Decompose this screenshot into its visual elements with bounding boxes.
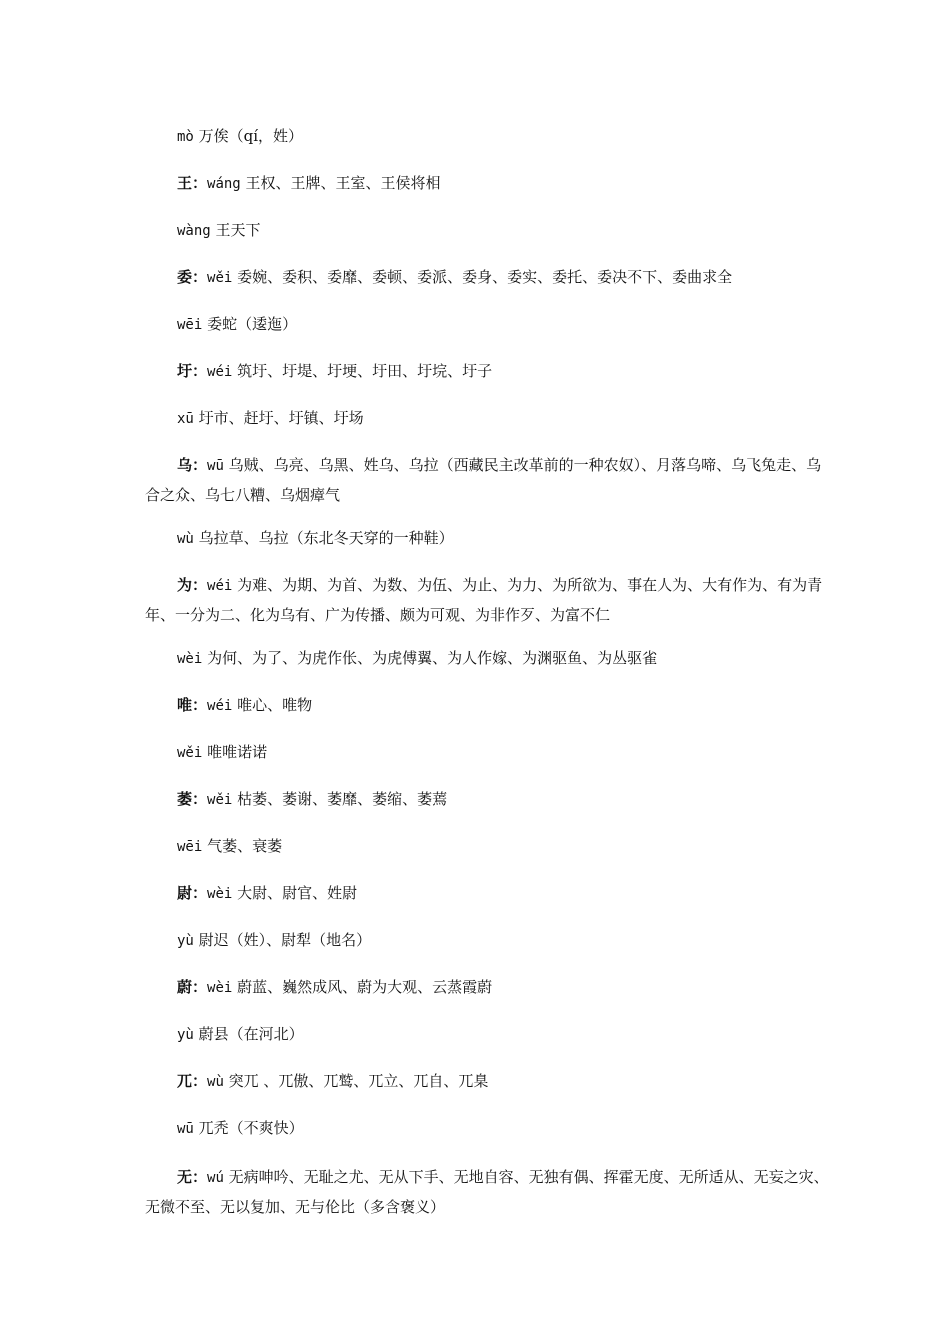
entry-pinyin: wáng xyxy=(207,176,241,192)
entry-pinyin: wēi xyxy=(177,839,203,855)
entry-wu-lofty-alt xyxy=(145,1114,835,1144)
entry-pinyin: wéi xyxy=(207,698,233,714)
entry-head: 兀： xyxy=(177,1072,208,1090)
entry-pinyin: yù xyxy=(177,933,194,949)
entry-text: 唯唯诺诺 xyxy=(207,743,268,761)
entry-pinyin: wéi xyxy=(207,364,233,380)
entry-text: 为何、为了、为虎作伥、为虎傅翼、为人作嫁、为渊驱鱼、为丛驱雀 xyxy=(207,649,658,667)
entry-wei-only xyxy=(145,691,835,721)
entry-wu-crow xyxy=(145,451,835,510)
entry-text: 王权、王牌、王室、王侯将相 xyxy=(245,174,441,192)
entry-wang xyxy=(145,169,835,199)
entry-pinyin: xū xyxy=(177,411,194,427)
entry-pinyin: wèi xyxy=(177,651,203,667)
entry-text: 尉迟（姓）、尉犁（地名） xyxy=(198,931,372,949)
entry-yu-officer xyxy=(145,926,835,956)
entry-head: 委： xyxy=(177,268,208,286)
entry-pinyin: wū xyxy=(207,458,224,474)
entry-wei-for xyxy=(145,571,835,630)
entry-wei-wither xyxy=(145,785,835,815)
entry-xu-market xyxy=(145,404,835,434)
entry-pinyin: wèi xyxy=(207,886,233,902)
entry-wei-luxuriant xyxy=(145,973,835,1003)
entry-text: 大尉、尉官、姓尉 xyxy=(237,884,358,902)
entry-text: 委婉、委积、委靡、委顿、委派、委身、委实、委托、委决不下、委曲求全 xyxy=(237,268,733,286)
entry-pinyin: wèi xyxy=(207,980,233,996)
entry-text: 无病呻吟、无耻之尤、无从下手、无地自容、无独有偶、挥霍无度、无所适从、无妄之灾、无微不至、无以复加、无与伦比（多含褒义） xyxy=(145,1168,829,1216)
entry-wei-only-alt xyxy=(145,738,835,768)
entry-wei-dike xyxy=(145,357,835,387)
entry-wei-wither-alt xyxy=(145,832,835,862)
entry-text: 筑圩、圩堤、圩埂、圩田、圩垸、圩子 xyxy=(237,362,493,380)
entry-pinyin: yù xyxy=(177,1027,194,1043)
entry-pinyin: wěi xyxy=(207,270,233,286)
entry-head: 乌： xyxy=(177,456,208,474)
entry-head: 蔚： xyxy=(177,978,208,996)
entry-head: 唯： xyxy=(177,696,208,714)
entry-text: 唯心、唯物 xyxy=(237,696,313,714)
entry-text: 王天下 xyxy=(215,221,261,239)
entry-pinyin: wěi xyxy=(207,792,233,808)
entry-text: 委蛇（逶迤） xyxy=(207,315,298,333)
entry-head: 为： xyxy=(177,576,208,594)
entry-pinyin: wū xyxy=(177,1121,194,1137)
entry-pinyin: wú xyxy=(207,1170,224,1186)
entry-pinyin: wù xyxy=(207,1074,224,1090)
entry-mo xyxy=(145,122,835,152)
entry-wang-alt xyxy=(145,216,835,246)
entry-wei-for-alt xyxy=(145,644,835,674)
entry-pinyin: wéi xyxy=(207,578,233,594)
entry-text: 乌贼、乌亮、乌黑、姓乌、乌拉（西藏民主改革前的一种农奴）、月落乌啼、乌飞兔走、乌合之众、乌七八糟、乌烟瘴气 xyxy=(145,456,822,504)
entry-text: 蔚蓝、巍然成风、蔚为大观、云蒸霞蔚 xyxy=(237,978,493,996)
entry-wu-crow-alt xyxy=(145,524,835,554)
entry-text: 乌拉草、乌拉（东北冬天穿的一种鞋） xyxy=(198,529,454,547)
entry-text: 气萎、衰萎 xyxy=(207,837,283,855)
entry-head: 王： xyxy=(177,174,208,192)
entry-wei-committee-alt xyxy=(145,310,835,340)
entry-head: 萎： xyxy=(177,790,208,808)
entry-text: 蔚县（在河北） xyxy=(198,1025,304,1043)
entry-head: 无： xyxy=(177,1168,208,1186)
entry-pinyin: wù xyxy=(177,531,194,547)
entry-wei-committee xyxy=(145,263,835,293)
entry-head: 圩： xyxy=(177,362,208,380)
entry-pinyin: wěi xyxy=(177,745,203,761)
entry-wu-none xyxy=(145,1163,835,1222)
entry-pinyin: mò xyxy=(177,129,194,145)
entry-wei-officer xyxy=(145,879,835,909)
entry-wu-lofty xyxy=(145,1067,835,1097)
entry-head: 尉： xyxy=(177,884,208,902)
entry-text: 枯萎、萎谢、萎靡、萎缩、萎蔫 xyxy=(237,790,448,808)
entry-yu-luxuriant xyxy=(145,1020,835,1050)
entry-text: 兀秃（不爽快） xyxy=(198,1119,304,1137)
entry-pinyin: wàng xyxy=(177,223,211,239)
entry-text: 圩市、赶圩、圩镇、圩场 xyxy=(198,409,364,427)
entry-text: 突兀 、兀傲、兀鹫、兀立、兀自、兀臬 xyxy=(228,1072,489,1090)
entry-pinyin: wēi xyxy=(177,317,203,333)
entry-text: 万俟（qí，姓） xyxy=(198,127,304,145)
entry-text: 为难、为期、为首、为数、为伍、为止、为力、为所欲为、事在人为、大有作为、有为青年、一分为二、化为乌有、广为传播、颇为可观、为非作歹、为富不仁 xyxy=(145,576,823,624)
